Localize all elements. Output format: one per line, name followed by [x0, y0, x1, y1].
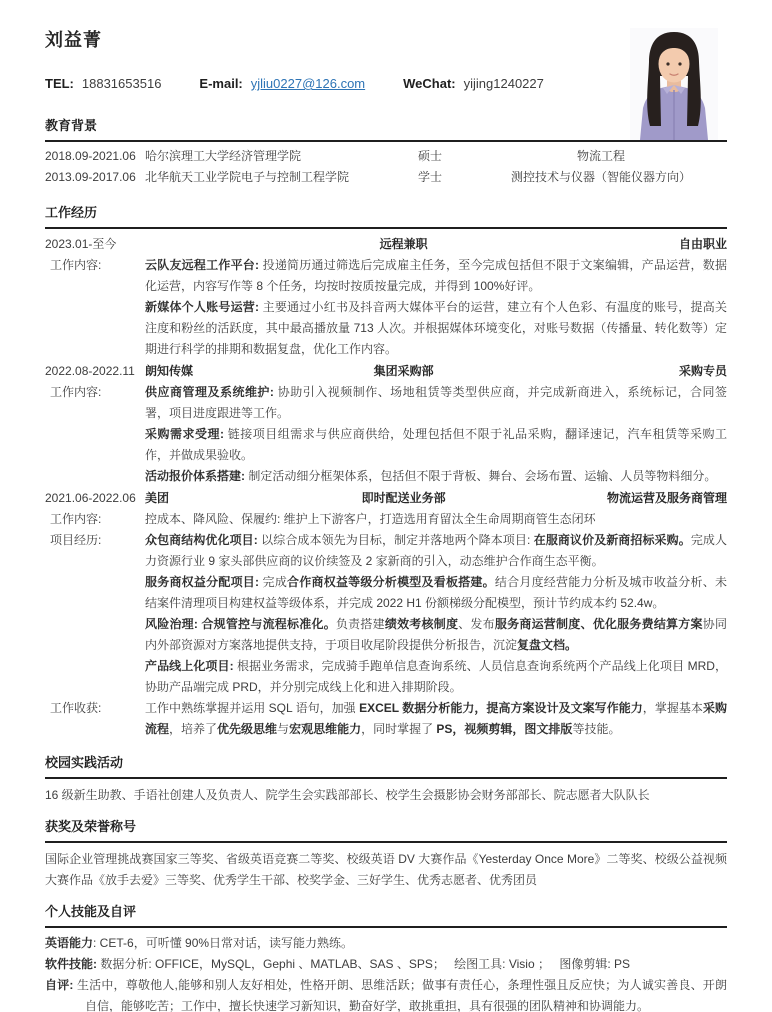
text-run: 云队友远程工作平台: [145, 258, 263, 272]
text-run: 主要通过小红书及抖音两大媒体平台的运营，建立有个人色彩、有温度的账号，提高关注度和粉丝的活跃度，其中最高播放量 713 人次。并根据媒体环境变化，对账号数据（传播量、转化数等）定期进行科学的排期和数据复盘，优化工作内容。 [145, 300, 727, 356]
job-company [145, 234, 307, 255]
text-run: 根据业务需求，完成骑手跑单信息查询系统、人员信息查询系统两个产品线上化项目 MRD，协助产品端完成 PRD，并分别完成线上化和进入排期阶段。 [145, 659, 727, 694]
wechat-value: yijing1240227 [463, 76, 544, 91]
text-run: EXCEL 数据分析能力，提高方案设计及文案写作能力 [359, 701, 643, 715]
edu-degree: 学士 [417, 170, 442, 184]
section-campus [45, 752, 727, 806]
text-run: 供应商管理及系统维护: [145, 385, 278, 399]
tel-group [45, 76, 161, 91]
row-content [145, 297, 727, 360]
text-run: 生活中，尊敬他人,能够和别人友好相处，性格开朗、思维活跃；做事有责任心，条理性强且反应快；为人诚实善良、开朗自信，能够吃苦；工作中，擅长快速学习新知识，勤奋好学，敢挑重担，具有很强的团队精神和协调能力。 [76, 978, 727, 1012]
wechat-label: WeChat: [403, 76, 456, 91]
tel-value: 18831653516 [81, 76, 162, 91]
text-run: 与 [277, 722, 290, 736]
text-run: 绩效考核制度 [384, 617, 459, 631]
edu-major: 物流工程 [576, 149, 625, 163]
section-work [45, 202, 727, 740]
text-run: 合作商权益等级分析模型及看板搭建。 [287, 575, 495, 589]
text-run: 众包商结构优化项目: [145, 533, 262, 547]
row-content [145, 614, 727, 656]
text-run: 在服商议价及新商招标采购。 [533, 533, 691, 547]
text-run: 完成人力资源行业 9 家头部供应商的议价续签及 2 家新商的引入，动态维护合作商生态平衡。 [145, 533, 727, 568]
text-run: ，掌握基本 [642, 701, 703, 715]
text-run: 负责搭建 [335, 617, 385, 631]
skills-rows [45, 928, 727, 1012]
section-skills [45, 901, 727, 1012]
job-content-row [45, 530, 727, 572]
text-run: ，培养了 [169, 722, 218, 736]
text-run: 、发布 [458, 617, 495, 631]
text-run: 协同内外部资源对方案落地提供支持，于项目收尾阶段提供分析报告，沉淀 [145, 617, 727, 652]
section-education [45, 115, 727, 188]
job-role: 自由职业 [678, 237, 727, 251]
job-role: 物流运营及服务商管理 [606, 491, 727, 505]
text-run: 以综合成本领先为目标，制定并落地两个降本项目: [261, 533, 534, 547]
campus-content: 16 级新生助教、手语社创建人及负责人、院学生会实践部部长、校学生会摄影协会财务部部长、院志愿者大队队长 [45, 788, 650, 802]
row-content [145, 466, 727, 487]
edu-school: 哈尔滨理工大学经济管理学院 [145, 149, 302, 163]
edu-school: 北华航天工业学院电子与控制工程学院 [145, 170, 350, 184]
job-block [45, 488, 727, 740]
text-run: 复盘文档。 [517, 638, 578, 652]
job-header [45, 488, 727, 509]
row-label [45, 297, 145, 360]
row-content [145, 255, 727, 297]
job-company: 美团 [145, 491, 170, 505]
section-awards [45, 816, 727, 891]
candidate-name: 刘益菁 [45, 30, 102, 50]
job-content-row [45, 297, 727, 360]
text-run: 优先级思维 [217, 722, 278, 736]
campus-title: 校园实践活动 [45, 755, 124, 770]
skill-row-self [45, 975, 727, 1012]
text-run: 链接项目组需求与供应商供给，处理包括但不限于礼品采购，翻译速记，汽车租赁等采购工作，并做成果验收。 [145, 427, 727, 462]
text-run: 采购需求受理: [145, 427, 228, 441]
text-run: 英语能力 [45, 936, 94, 950]
row-content [145, 424, 727, 466]
work-title: 工作经历 [45, 205, 98, 220]
edu-major: 测控技术与仪器（智能仪器方向） [510, 170, 691, 184]
skill-row-english [45, 933, 727, 954]
text-run: 产品线上化项目: [145, 659, 238, 673]
text-run: ，同时掌握了 [361, 722, 437, 736]
row-content [145, 509, 727, 530]
job-company: 朗知传媒 [145, 364, 194, 378]
text-run: 宏观思维能力 [289, 722, 362, 736]
awards-content: 国际企业管理挑战赛国家三等奖、省级英语竞赛二等奖、校级英语 DV 大赛作品《Yesterday Once More》二等奖、校级公益视频大赛作品《放手去爱》三等奖、优秀学生干部、校奖学金、三好学生、优秀志愿者、优秀团员 [45, 852, 727, 887]
text-run: 等技能。 [572, 722, 621, 736]
row-label: 工作内容: [50, 512, 102, 526]
contact-row [45, 76, 727, 91]
wechat-group [403, 76, 544, 91]
text-run: 结合月度经营能力分析及城市收益分析、未结案件清理项目构建权益等级体系，并完成 2022 H1 份额梯级分配模型，预计节约成本约 52.4w。 [145, 575, 727, 610]
text-run: 服务商运营制度、优化服务费结算方案 [494, 617, 703, 631]
job-date: 2023.01-至今 [45, 237, 117, 251]
profile-photo-drawing [630, 28, 718, 140]
text-run: 制定活动细分框架体系，包括但不限于背板、舞台、会场布置、运输、人员等物料细分。 [248, 469, 717, 483]
job-content-row [45, 698, 727, 740]
text-run: 数据分析: OFFICE，MySQL，Gephi 、MATLAB、SAS 、SPS； 绘图工具: Visio ； 图像剪辑: PS [100, 957, 630, 971]
edu-date: 2018.09-2021.06 [45, 149, 136, 163]
email-group [199, 76, 365, 91]
job-block [45, 361, 727, 487]
text-run: 投递简历通过筛选后完成雇主任务，至今完成包括但不限于文案编辑，产品运营，数据化运营，内容写作等 8 个任务，均按时按质按量完成，并得到 100%好评。 [145, 258, 727, 293]
job-content-row [45, 466, 727, 487]
edu-date: 2013.09-2017.06 [45, 170, 136, 184]
job-department: 集团采购部 [373, 364, 434, 378]
row-content [145, 382, 727, 424]
text-run: 新媒体个人账号运营: [145, 300, 263, 314]
text-run: PS，视频剪辑，图文排版 [436, 722, 573, 736]
email-link[interactable]: yjliu0227@126.com [250, 76, 366, 91]
row-label [45, 466, 145, 487]
row-content [145, 572, 727, 614]
tel-label: TEL: [45, 76, 74, 91]
row-label [45, 614, 145, 656]
education-rows [45, 142, 727, 188]
row-label: 工作内容: [50, 385, 102, 399]
education-title: 教育背景 [45, 118, 98, 133]
job-block [45, 234, 727, 360]
job-content-row [45, 509, 727, 530]
job-header [45, 361, 727, 382]
job-content-row [45, 614, 727, 656]
job-content-row [45, 255, 727, 297]
text-run: 完成 [262, 575, 288, 589]
text-run: : CET-6，可听懂 90%日常对话，读写能力熟练。 [93, 936, 354, 950]
row-label [45, 424, 145, 466]
job-header [45, 234, 727, 255]
text-run: 自评: [45, 978, 77, 992]
row-label: 工作收获: [50, 701, 102, 715]
job-content-row [45, 424, 727, 466]
text-run: 工作中熟练掌握并运用 SQL 语句，加强 [145, 701, 360, 715]
job-date: 2022.08-2022.11 [45, 364, 135, 378]
row-content [145, 530, 727, 572]
email-label: E-mail: [199, 76, 243, 91]
profile-photo [630, 28, 718, 140]
row-content [145, 656, 727, 698]
text-run: 活动报价体系搭建: [145, 469, 249, 483]
job-date: 2021.06-2022.06 [45, 491, 136, 505]
job-content-row [45, 656, 727, 698]
skill-row-software [45, 954, 727, 975]
job-department: 即时配送业务部 [361, 491, 446, 505]
row-label: 工作内容: [50, 258, 102, 272]
text-run: 服务商权益分配项目: [145, 575, 263, 589]
education-row [45, 146, 727, 167]
row-label [45, 572, 145, 614]
awards-title: 获奖及荣誉称号 [45, 819, 137, 834]
text-run: 控成本、降风险、保履约: 维护上下游客户，打造选用育留汰全生命周期商管生态闭环 [145, 512, 596, 526]
edu-degree: 硕士 [417, 149, 442, 163]
skills-title: 个人技能及自评 [45, 904, 137, 919]
row-label [45, 656, 145, 698]
text-run: 软件技能: [45, 957, 101, 971]
text-run: 风险治理: 合规管控与流程标准化。 [145, 617, 336, 631]
section-divider [45, 227, 727, 229]
job-role: 采购专员 [678, 364, 727, 378]
job-content-row [45, 382, 727, 424]
row-content [145, 698, 727, 740]
job-content-row [45, 572, 727, 614]
job-department: 远程兼职 [379, 237, 428, 251]
text-run: 采购流程 [145, 701, 727, 736]
education-row [45, 167, 727, 188]
row-label: 项目经历: [50, 533, 102, 547]
text-run: 协助引入视频制作、场地租赁等类型供应商，并完成新商进入，系统标记，合同签署，项目进度跟进等工作。 [145, 385, 727, 420]
